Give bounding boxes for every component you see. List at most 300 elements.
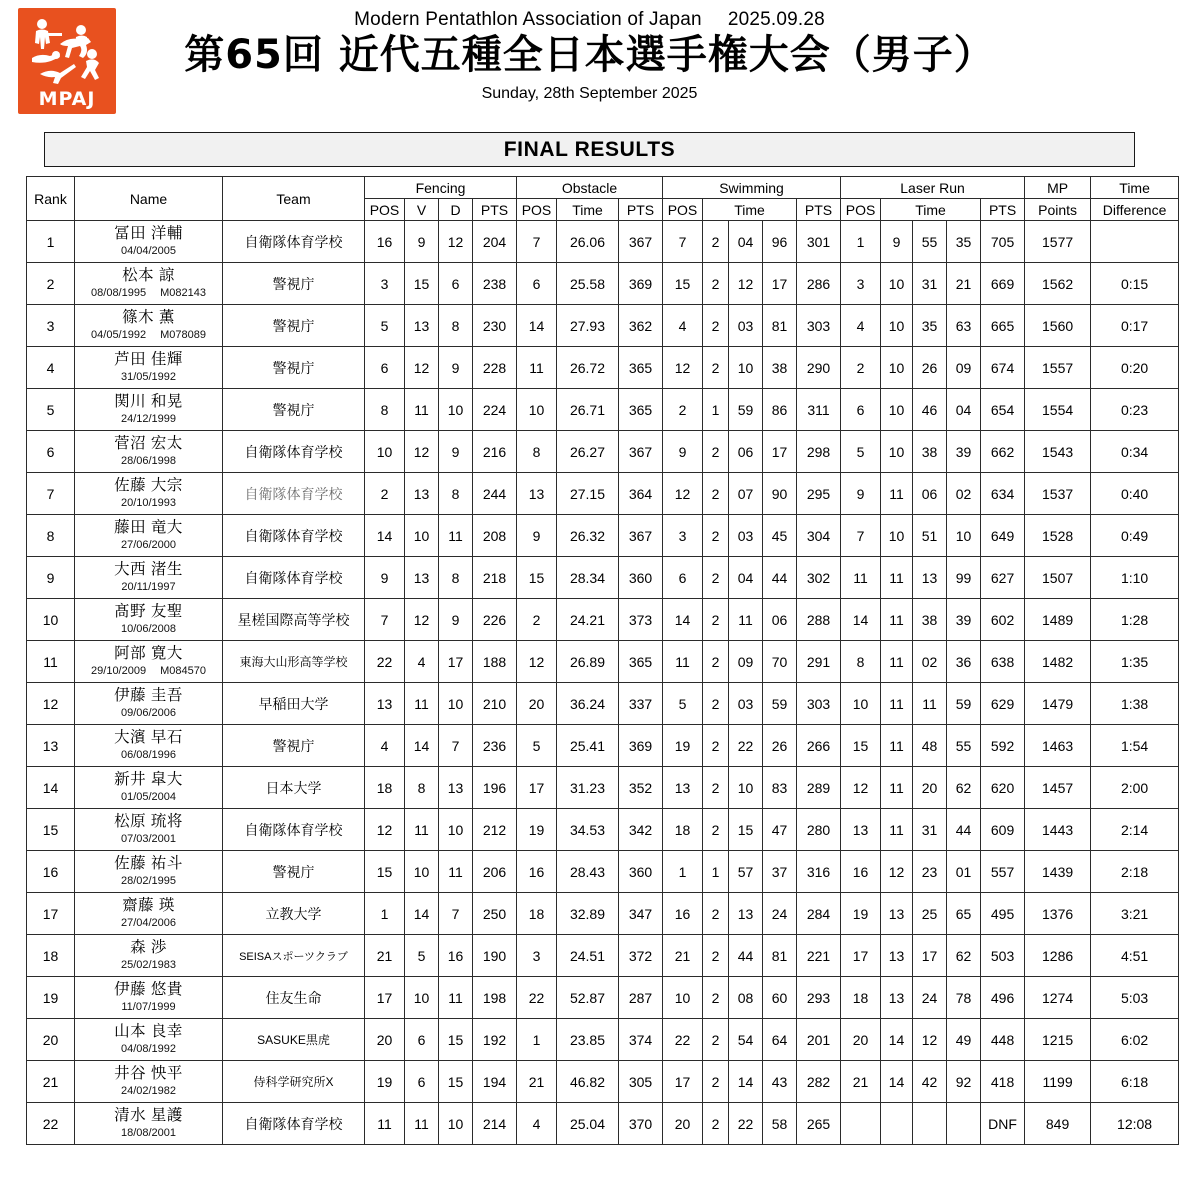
cell-laser-run-time-sec: 26 <box>913 347 947 389</box>
th-laser-run-pos: POS <box>841 199 881 221</box>
cell-team: 侍科学研究所X <box>223 1061 365 1103</box>
logo-text: MPAJ <box>38 88 96 110</box>
cell-fencing-d: 7 <box>439 893 473 935</box>
cell-swimming-time-sec: 03 <box>729 305 763 347</box>
th-fencing-pos: POS <box>365 199 405 221</box>
cell-laser-run-pts: 557 <box>981 851 1025 893</box>
final-results-banner <box>44 132 1135 167</box>
cell-laser-run-pos: 15 <box>841 725 881 767</box>
cell-laser-run-pts: 638 <box>981 641 1025 683</box>
cell-rank: 17 <box>27 893 75 935</box>
cell-swimming-pts: 284 <box>797 893 841 935</box>
table-row <box>27 1019 1179 1061</box>
cell-fencing-v: 10 <box>405 851 439 893</box>
cell-laser-run-time-min: 11 <box>881 599 913 641</box>
cell-fencing-v: 10 <box>405 977 439 1019</box>
athlete-dob-license <box>75 791 222 804</box>
org-line <box>0 0 1179 31</box>
cell-fencing-pts: 212 <box>473 809 517 851</box>
cell-laser-run-pts: 496 <box>981 977 1025 1019</box>
cell-laser-run-time-frac: 49 <box>947 1019 981 1061</box>
athlete-name: 大西 渚生 <box>114 561 183 579</box>
cell-name <box>75 557 223 599</box>
cell-swimming-time-frac: 96 <box>763 221 797 263</box>
athlete-name: 佐藤 祐斗 <box>114 855 183 873</box>
cell-swimming-time-sec: 22 <box>729 1103 763 1145</box>
cell-mp-points: 1577 <box>1025 221 1091 263</box>
cell-laser-run-pts: 620 <box>981 767 1025 809</box>
cell-laser-run-pos: 10 <box>841 683 881 725</box>
athlete-dob: 28/06/1998 <box>120 455 177 468</box>
th-time-difference-line2: Difference <box>1091 199 1179 221</box>
cell-laser-run-pos: 16 <box>841 851 881 893</box>
cell-laser-run-pts: 609 <box>981 809 1025 851</box>
cell-name <box>75 305 223 347</box>
cell-fencing-v: 10 <box>405 515 439 557</box>
cell-swimming-pos: 20 <box>663 1103 703 1145</box>
cell-laser-run-time-sec: 12 <box>913 1019 947 1061</box>
cell-obstacle-time: 27.15 <box>557 473 619 515</box>
cell-obstacle-pts: 352 <box>619 767 663 809</box>
cell-obstacle-pts: 364 <box>619 473 663 515</box>
cell-fencing-pts: 192 <box>473 1019 517 1061</box>
cell-laser-run-time-sec: 55 <box>913 221 947 263</box>
cell-laser-run-pts: 503 <box>981 935 1025 977</box>
athlete-dob-license <box>75 329 222 342</box>
cell-fencing-pts: 226 <box>473 599 517 641</box>
cell-mp-points: 1560 <box>1025 305 1091 347</box>
cell-name <box>75 263 223 305</box>
athlete-name: 井谷 怏平 <box>114 1065 183 1083</box>
cell-rank: 15 <box>27 809 75 851</box>
cell-fencing-v: 12 <box>405 347 439 389</box>
cell-laser-run-time-sec: 02 <box>913 641 947 683</box>
athlete-name: 髙野 友聖 <box>114 603 183 621</box>
cell-team: 警視庁 <box>223 725 365 767</box>
cell-obstacle-pos: 11 <box>517 347 557 389</box>
cell-laser-run-pos: 21 <box>841 1061 881 1103</box>
cell-swimming-time-min: 1 <box>703 389 729 431</box>
cell-rank: 2 <box>27 263 75 305</box>
cell-mp-points: 1543 <box>1025 431 1091 473</box>
cell-swimming-time-min: 2 <box>703 599 729 641</box>
cell-fencing-d: 10 <box>439 389 473 431</box>
cell-obstacle-pts: 347 <box>619 893 663 935</box>
athlete-dob: 20/11/1997 <box>121 581 176 594</box>
cell-fencing-pos: 20 <box>365 1019 405 1061</box>
cell-name <box>75 347 223 389</box>
cell-laser-run-pts: 634 <box>981 473 1025 515</box>
cell-swimming-time-sec: 04 <box>729 221 763 263</box>
cell-laser-run-time-frac: 62 <box>947 767 981 809</box>
cell-laser-run-pts: 495 <box>981 893 1025 935</box>
cell-team: 自衛隊体育学校 <box>223 809 365 851</box>
cell-obstacle-pos: 13 <box>517 473 557 515</box>
cell-laser-run-time-sec: 35 <box>913 305 947 347</box>
cell-laser-run-pts: 649 <box>981 515 1025 557</box>
table-body <box>27 221 1179 1145</box>
cell-mp-points: 1489 <box>1025 599 1091 641</box>
cell-time-difference: 12:08 <box>1091 1103 1179 1145</box>
cell-mp-points: 1215 <box>1025 1019 1091 1061</box>
athlete-name: 篠木 薫 <box>122 309 175 327</box>
cell-fencing-pts: 208 <box>473 515 517 557</box>
cell-swimming-time-frac: 86 <box>763 389 797 431</box>
cell-fencing-v: 12 <box>405 599 439 641</box>
cell-rank: 4 <box>27 347 75 389</box>
cell-obstacle-pos: 21 <box>517 1061 557 1103</box>
athlete-dob-license <box>75 539 222 552</box>
cell-name <box>75 893 223 935</box>
cell-fencing-pos: 1 <box>365 893 405 935</box>
cell-fencing-d: 11 <box>439 977 473 1019</box>
athlete-name: 清水 星護 <box>114 1107 183 1125</box>
cell-fencing-v: 5 <box>405 935 439 977</box>
cell-rank: 5 <box>27 389 75 431</box>
cell-name <box>75 473 223 515</box>
th-laser-run-time: Time <box>881 199 981 221</box>
cell-swimming-time-min: 2 <box>703 1103 729 1145</box>
athlete-name: 松本 諒 <box>122 267 175 285</box>
cell-swimming-pos: 1 <box>663 851 703 893</box>
cell-time-difference: 4:51 <box>1091 935 1179 977</box>
cell-mp-points: 1554 <box>1025 389 1091 431</box>
cell-fencing-pts: 218 <box>473 557 517 599</box>
cell-swimming-time-sec: 06 <box>729 431 763 473</box>
cell-swimming-time-frac: 24 <box>763 893 797 935</box>
cell-laser-run-time-sec: 38 <box>913 599 947 641</box>
cell-laser-run-pos: 4 <box>841 305 881 347</box>
cell-swimming-pts: 265 <box>797 1103 841 1145</box>
cell-time-difference: 2:00 <box>1091 767 1179 809</box>
cell-obstacle-pos: 2 <box>517 599 557 641</box>
cell-swimming-time-sec: 22 <box>729 725 763 767</box>
cell-laser-run-time-min: 14 <box>881 1019 913 1061</box>
cell-mp-points: 1557 <box>1025 347 1091 389</box>
cell-laser-run-pos: 7 <box>841 515 881 557</box>
athlete-dob: 24/12/1999 <box>120 413 177 426</box>
cell-time-difference: 1:28 <box>1091 599 1179 641</box>
athlete-dob: 31/05/1992 <box>120 371 177 384</box>
cell-swimming-pos: 2 <box>663 389 703 431</box>
cell-swimming-pos: 9 <box>663 431 703 473</box>
cell-laser-run-time-sec: 20 <box>913 767 947 809</box>
cell-fencing-v: 6 <box>405 1019 439 1061</box>
cell-name <box>75 431 223 473</box>
cell-swimming-time-frac: 26 <box>763 725 797 767</box>
cell-swimming-pos: 10 <box>663 977 703 1019</box>
cell-obstacle-time: 25.04 <box>557 1103 619 1145</box>
cell-fencing-pts: 244 <box>473 473 517 515</box>
cell-swimming-time-min: 2 <box>703 473 729 515</box>
cell-laser-run-time-frac: 62 <box>947 935 981 977</box>
cell-obstacle-time: 24.21 <box>557 599 619 641</box>
cell-laser-run-time-min: 11 <box>881 725 913 767</box>
cell-laser-run-pts: 592 <box>981 725 1025 767</box>
cell-name <box>75 599 223 641</box>
cell-swimming-time-frac: 38 <box>763 347 797 389</box>
cell-swimming-pos: 3 <box>663 515 703 557</box>
athlete-dob: 27/06/2000 <box>120 539 177 552</box>
athlete-dob-license <box>75 1043 222 1056</box>
table-row <box>27 1103 1179 1145</box>
cell-team: 警視庁 <box>223 347 365 389</box>
cell-name <box>75 389 223 431</box>
cell-laser-run-time-sec: 13 <box>913 557 947 599</box>
athlete-name: 山本 良幸 <box>114 1023 183 1041</box>
cell-swimming-time-frac: 70 <box>763 641 797 683</box>
cell-swimming-time-min: 2 <box>703 557 729 599</box>
cell-fencing-pts: 216 <box>473 431 517 473</box>
cell-mp-points: 1199 <box>1025 1061 1091 1103</box>
cell-swimming-time-sec: 03 <box>729 683 763 725</box>
cell-fencing-d: 10 <box>439 683 473 725</box>
th-fencing-pts: PTS <box>473 199 517 221</box>
cell-swimming-time-sec: 14 <box>729 1061 763 1103</box>
cell-mp-points: 1286 <box>1025 935 1091 977</box>
cell-swimming-pts: 304 <box>797 515 841 557</box>
cell-swimming-time-frac: 81 <box>763 305 797 347</box>
cell-swimming-time-min: 2 <box>703 221 729 263</box>
cell-fencing-pts: 206 <box>473 851 517 893</box>
cell-swimming-time-sec: 44 <box>729 935 763 977</box>
athlete-name: 藤田 竜大 <box>114 519 183 537</box>
athlete-name: 阿部 寛大 <box>114 645 183 663</box>
athlete-dob: 27/04/2006 <box>120 917 177 930</box>
table-row <box>27 725 1179 767</box>
table-row <box>27 809 1179 851</box>
cell-obstacle-pos: 5 <box>517 725 557 767</box>
athlete-dob: 29/10/2009 <box>91 665 147 678</box>
athlete-dob-license <box>75 371 222 384</box>
cell-time-difference: 6:02 <box>1091 1019 1179 1061</box>
cell-rank: 20 <box>27 1019 75 1061</box>
cell-laser-run-pos: 6 <box>841 389 881 431</box>
cell-obstacle-pts: 373 <box>619 599 663 641</box>
cell-obstacle-time: 28.34 <box>557 557 619 599</box>
th-fencing-v: V <box>405 199 439 221</box>
cell-laser-run-time-frac: 55 <box>947 725 981 767</box>
cell-laser-run-pos: 20 <box>841 1019 881 1061</box>
cell-swimming-pos: 6 <box>663 557 703 599</box>
cell-name <box>75 935 223 977</box>
cell-swimming-time-min: 2 <box>703 515 729 557</box>
cell-fencing-pts: 210 <box>473 683 517 725</box>
cell-obstacle-time: 23.85 <box>557 1019 619 1061</box>
cell-team: 自衛隊体育学校 <box>223 515 365 557</box>
table-row <box>27 557 1179 599</box>
athlete-name: 関川 和晃 <box>114 393 183 411</box>
cell-fencing-pos: 22 <box>365 641 405 683</box>
cell-fencing-pos: 6 <box>365 347 405 389</box>
cell-swimming-time-sec: 11 <box>729 599 763 641</box>
cell-swimming-pos: 7 <box>663 221 703 263</box>
cell-obstacle-time: 26.71 <box>557 389 619 431</box>
cell-swimming-pts: 295 <box>797 473 841 515</box>
cell-laser-run-pts: 602 <box>981 599 1025 641</box>
cell-swimming-time-min: 2 <box>703 767 729 809</box>
cell-laser-run-time-frac: 36 <box>947 641 981 683</box>
cell-obstacle-pos: 22 <box>517 977 557 1019</box>
cell-laser-run-time-min: 13 <box>881 935 913 977</box>
cell-obstacle-pts: 370 <box>619 1103 663 1145</box>
cell-time-difference: 2:18 <box>1091 851 1179 893</box>
cell-obstacle-pos: 14 <box>517 305 557 347</box>
cell-laser-run-time-min: 10 <box>881 263 913 305</box>
results-table <box>26 176 1179 1145</box>
athlete-dob-license <box>75 455 222 468</box>
cell-laser-run-time-min: 13 <box>881 893 913 935</box>
cell-fencing-d: 6 <box>439 263 473 305</box>
cell-laser-run-pos: 14 <box>841 599 881 641</box>
cell-swimming-time-sec: 08 <box>729 977 763 1019</box>
cell-rank: 14 <box>27 767 75 809</box>
cell-team: SASUKE黒虎 <box>223 1019 365 1061</box>
th-team: Team <box>223 177 365 221</box>
athlete-dob-license <box>75 1085 222 1098</box>
cell-swimming-pts: 298 <box>797 431 841 473</box>
cell-fencing-pos: 8 <box>365 389 405 431</box>
athlete-dob-license <box>75 1001 222 1014</box>
cell-fencing-pos: 17 <box>365 977 405 1019</box>
cell-swimming-time-frac: 64 <box>763 1019 797 1061</box>
th-fencing-d: D <box>439 199 473 221</box>
cell-swimming-time-frac: 17 <box>763 263 797 305</box>
cell-rank: 3 <box>27 305 75 347</box>
cell-laser-run-time-sec: 46 <box>913 389 947 431</box>
cell-mp-points: 1376 <box>1025 893 1091 935</box>
cell-swimming-time-frac: 90 <box>763 473 797 515</box>
cell-time-difference: 1:38 <box>1091 683 1179 725</box>
athlete-dob: 07/03/2001 <box>120 833 177 846</box>
cell-laser-run-time-frac: 39 <box>947 431 981 473</box>
th-swimming-pts: PTS <box>797 199 841 221</box>
cell-laser-run-time-frac: 09 <box>947 347 981 389</box>
cell-laser-run-time-min: 10 <box>881 431 913 473</box>
cell-fencing-pos: 15 <box>365 851 405 893</box>
cell-mp-points: 1482 <box>1025 641 1091 683</box>
cell-laser-run-time-frac: 99 <box>947 557 981 599</box>
cell-laser-run-time-min: 11 <box>881 767 913 809</box>
cell-rank: 22 <box>27 1103 75 1145</box>
cell-obstacle-pos: 9 <box>517 515 557 557</box>
cell-fencing-d: 9 <box>439 347 473 389</box>
cell-swimming-pos: 11 <box>663 641 703 683</box>
cell-swimming-pos: 5 <box>663 683 703 725</box>
cell-obstacle-pos: 20 <box>517 683 557 725</box>
cell-fencing-pos: 16 <box>365 221 405 263</box>
cell-swimming-time-min: 2 <box>703 725 729 767</box>
th-name: Name <box>75 177 223 221</box>
cell-team: 自衛隊体育学校 <box>223 431 365 473</box>
cell-laser-run-pos <box>841 1103 881 1145</box>
cell-swimming-pos: 12 <box>663 347 703 389</box>
cell-obstacle-pos: 6 <box>517 263 557 305</box>
cell-swimming-time-min: 2 <box>703 893 729 935</box>
cell-team: 警視庁 <box>223 851 365 893</box>
cell-fencing-v: 9 <box>405 221 439 263</box>
cell-fencing-pts: 198 <box>473 977 517 1019</box>
cell-fencing-d: 9 <box>439 599 473 641</box>
cell-fencing-d: 15 <box>439 1061 473 1103</box>
cell-swimming-time-min: 1 <box>703 851 729 893</box>
th-time-difference-line1: Time <box>1091 177 1179 199</box>
cell-laser-run-pts: 448 <box>981 1019 1025 1061</box>
cell-team: 警視庁 <box>223 389 365 431</box>
cell-team: 警視庁 <box>223 305 365 347</box>
cell-fencing-d: 9 <box>439 431 473 473</box>
event-date-top: 2025.09.28 <box>727 9 825 30</box>
athlete-license: M084570 <box>160 665 206 678</box>
cell-laser-run-time-frac: 78 <box>947 977 981 1019</box>
cell-fencing-pos: 18 <box>365 767 405 809</box>
cell-obstacle-time: 24.51 <box>557 935 619 977</box>
athlete-name: 大濱 早石 <box>114 729 183 747</box>
athlete-dob-license <box>75 1127 222 1140</box>
cell-swimming-pts: 316 <box>797 851 841 893</box>
cell-name <box>75 1103 223 1145</box>
cell-obstacle-time: 52.87 <box>557 977 619 1019</box>
th-obstacle-pos: POS <box>517 199 557 221</box>
cell-laser-run-pos: 11 <box>841 557 881 599</box>
cell-swimming-pts: 280 <box>797 809 841 851</box>
cell-name <box>75 851 223 893</box>
cell-team: 自衛隊体育学校 <box>223 221 365 263</box>
cell-swimming-time-frac: 45 <box>763 515 797 557</box>
cell-laser-run-time-min: 13 <box>881 977 913 1019</box>
cell-laser-run-pts: 418 <box>981 1061 1025 1103</box>
cell-laser-run-time-frac: 65 <box>947 893 981 935</box>
cell-laser-run-time-frac: 39 <box>947 599 981 641</box>
cell-obstacle-pts: 305 <box>619 1061 663 1103</box>
cell-laser-run-time-sec: 24 <box>913 977 947 1019</box>
athlete-license: M078089 <box>160 329 206 342</box>
cell-obstacle-time: 25.41 <box>557 725 619 767</box>
cell-swimming-time-sec: 09 <box>729 641 763 683</box>
cell-time-difference <box>1091 221 1179 263</box>
cell-obstacle-pts: 369 <box>619 725 663 767</box>
table-row <box>27 389 1179 431</box>
athlete-name: 芦田 佳輝 <box>114 351 183 369</box>
cell-swimming-time-min: 2 <box>703 1061 729 1103</box>
cell-obstacle-time: 31.23 <box>557 767 619 809</box>
athlete-dob-license <box>75 623 222 636</box>
cell-swimming-pts: 282 <box>797 1061 841 1103</box>
cell-team: 日本大学 <box>223 767 365 809</box>
cell-swimming-pos: 18 <box>663 809 703 851</box>
cell-fencing-d: 11 <box>439 851 473 893</box>
pentathlon-figures-icon <box>26 14 108 84</box>
athlete-name: 菅沼 宏太 <box>114 435 183 453</box>
cell-swimming-pts: 221 <box>797 935 841 977</box>
cell-fencing-pos: 11 <box>365 1103 405 1145</box>
athlete-dob: 25/02/1983 <box>120 959 177 972</box>
cell-team: 星槎国際高等学校 <box>223 599 365 641</box>
cell-fencing-d: 12 <box>439 221 473 263</box>
cell-laser-run-time-min: 14 <box>881 1061 913 1103</box>
cell-laser-run-pos: 18 <box>841 977 881 1019</box>
athlete-name: 伊藤 悠貴 <box>114 981 183 999</box>
athlete-dob: 04/05/1992 <box>91 329 147 342</box>
athlete-dob-license <box>75 749 222 762</box>
cell-mp-points: 1537 <box>1025 473 1091 515</box>
cell-swimming-time-min: 2 <box>703 809 729 851</box>
cell-fencing-v: 6 <box>405 1061 439 1103</box>
cell-swimming-time-sec: 04 <box>729 557 763 599</box>
cell-laser-run-time-min: 12 <box>881 851 913 893</box>
cell-laser-run-time-sec <box>913 1103 947 1145</box>
athlete-dob-license <box>75 287 222 300</box>
